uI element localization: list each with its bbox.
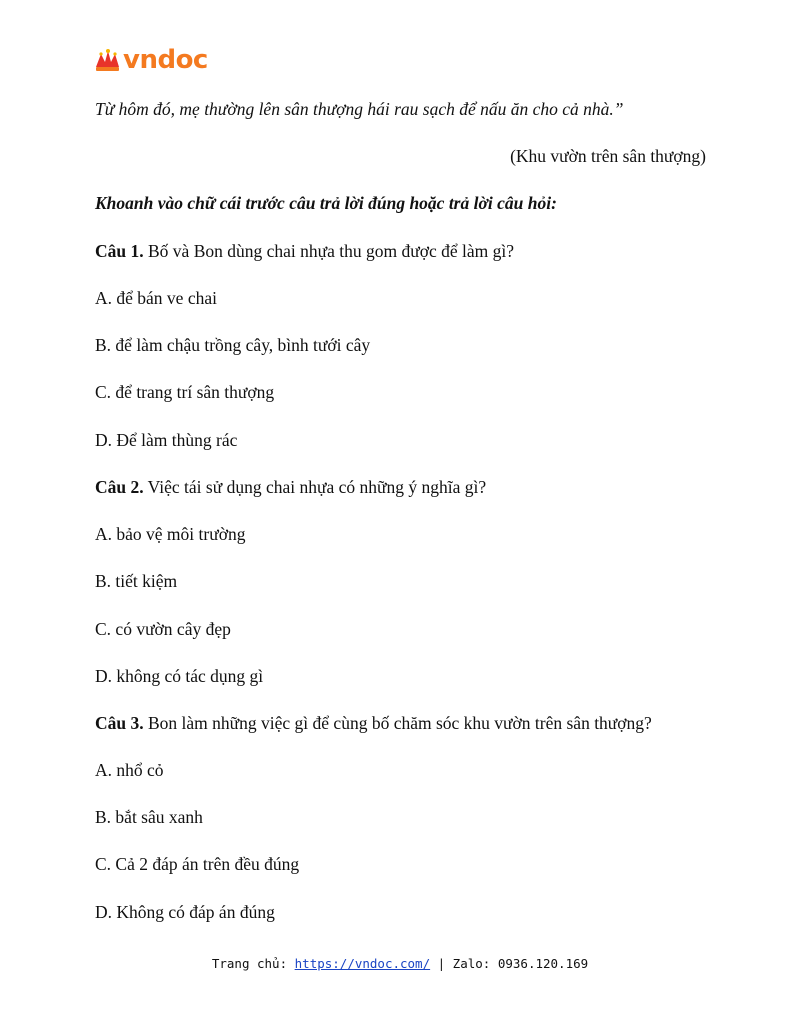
- source-citation: (Khu vườn trên sân thượng): [510, 146, 706, 166]
- footer-contact: | Zalo: 0936.120.169: [430, 956, 589, 971]
- q3-option-c: C. Cả 2 đáp án trên đều đúng: [95, 854, 300, 874]
- question-2: [95, 476, 486, 498]
- site-logo[interactable]: [92, 44, 208, 76]
- instruction-heading: Khoanh vào chữ cái trước câu trả lời đúng hoặc trả lời câu hỏi:: [95, 193, 557, 213]
- q1-option-a: A. để bán ve chai: [95, 288, 217, 308]
- question-2-text: Việc tái sử dụng chai nhựa có những ý nghĩa gì?: [143, 477, 487, 497]
- q2-option-b: B. tiết kiệm: [95, 571, 178, 591]
- q3-option-d: D. Không có đáp án đúng: [95, 902, 275, 922]
- vndoc-logo-icon: [92, 45, 122, 75]
- q2-option-d: D. không có tác dụng gì: [95, 666, 264, 686]
- question-1: [95, 240, 514, 262]
- q1-option-c: C. để trang trí sân thượng: [95, 382, 275, 402]
- intro-line: Từ hôm đó, mẹ thường lên sân thượng hái rau sạch để nấu ăn cho cả nhà.”: [95, 99, 624, 119]
- homepage-link[interactable]: https://vndoc.com/: [294, 956, 431, 971]
- question-1-label: Câu 1.: [95, 241, 144, 261]
- page-footer: [0, 956, 800, 971]
- q2-option-a: A. bảo vệ môi trường: [95, 524, 246, 544]
- question-1-text: Bố và Bon dùng chai nhựa thu gom được để làm gì?: [143, 241, 515, 261]
- q3-option-b: B. bắt sâu xanh: [95, 807, 203, 827]
- q2-option-c: C. có vườn cây đẹp: [95, 619, 231, 639]
- question-3-text: Bon làm những việc gì để cùng bố chăm sóc khu vườn trên sân thượng?: [143, 713, 652, 733]
- q1-option-d: D. Để làm thùng rác: [95, 430, 238, 450]
- question-3: [95, 712, 652, 734]
- question-2-label: Câu 2.: [95, 477, 144, 497]
- q3-option-a: A. nhổ cỏ: [95, 760, 164, 780]
- question-3-label: Câu 3.: [95, 713, 144, 733]
- q1-option-b: B. để làm chậu trồng cây, bình tưới cây: [95, 335, 371, 355]
- footer-prefix: Trang chủ:: [211, 956, 295, 971]
- logo-text: vndoc: [123, 45, 208, 75]
